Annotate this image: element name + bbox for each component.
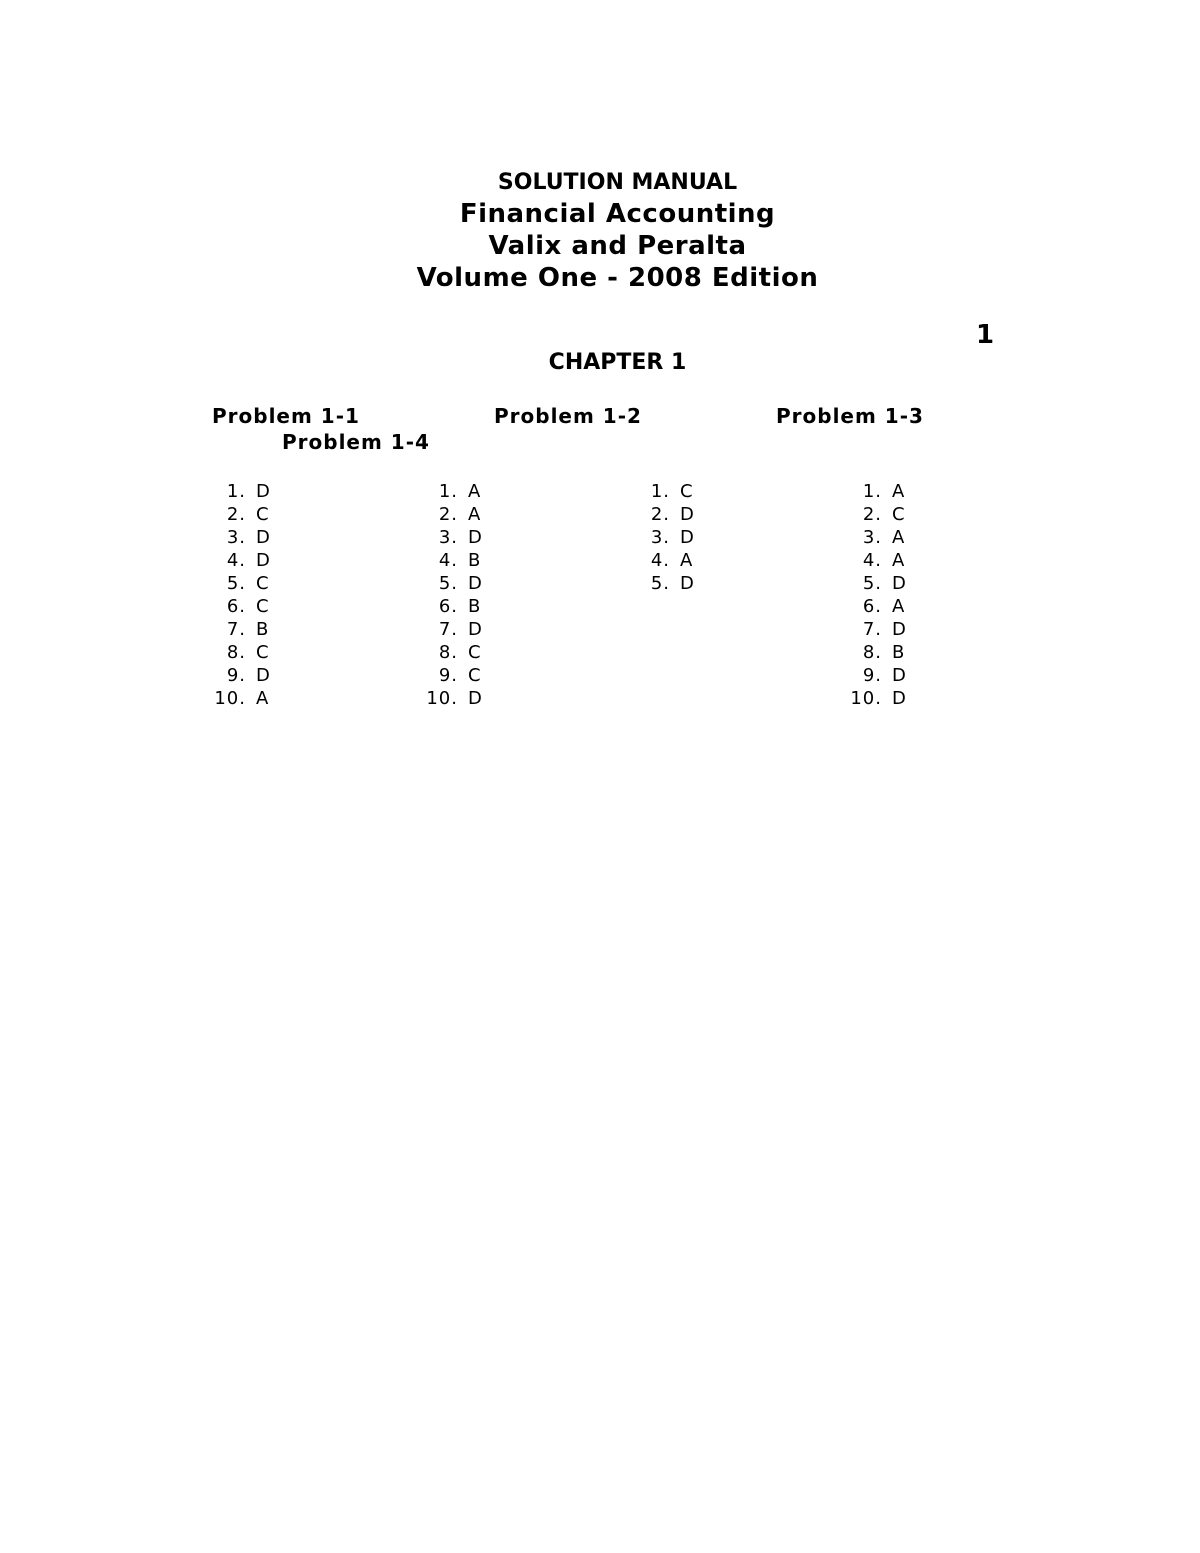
manual-title: SOLUTION MANUAL: [497, 170, 738, 195]
answer-letter: D: [256, 527, 271, 548]
answer-item: [636, 526, 695, 549]
answer-letter: C: [256, 596, 270, 617]
answer-number: 7.: [438, 619, 458, 640]
answer-letter: A: [892, 550, 906, 571]
answer-item: [212, 687, 271, 710]
answer-number: 1.: [226, 481, 246, 502]
problem-heading-1-2: Problem 1-2: [494, 404, 642, 428]
answer-item: [848, 572, 907, 595]
answer-letter: D: [680, 573, 695, 594]
answer-item: [424, 687, 483, 710]
answers-problem-1-1: [212, 480, 271, 710]
answer-letter: A: [680, 550, 694, 571]
answer-number: 8.: [862, 642, 882, 663]
answer-letter: B: [468, 550, 482, 571]
answer-number: 5.: [650, 573, 670, 594]
answer-number: 5.: [862, 573, 882, 594]
answer-letter: D: [468, 688, 483, 709]
answer-letter: D: [256, 665, 271, 686]
answer-number: 5.: [438, 573, 458, 594]
answer-letter: A: [892, 481, 906, 502]
answer-number: 2.: [650, 504, 670, 525]
answer-item: [212, 618, 271, 641]
answer-letter: D: [256, 550, 271, 571]
answer-item: [848, 595, 907, 618]
subject-title: Financial Accounting: [459, 199, 776, 229]
answer-item: [636, 572, 695, 595]
answer-letter: D: [892, 665, 907, 686]
answer-item: [848, 618, 907, 641]
answer-item: [848, 687, 907, 710]
answer-letter: A: [468, 504, 482, 525]
answer-item: [848, 526, 907, 549]
answer-number: 5.: [226, 573, 246, 594]
answer-number: 10.: [214, 688, 246, 709]
answer-number: 3.: [650, 527, 670, 548]
answer-number: 1.: [862, 481, 882, 502]
answer-letter: D: [680, 504, 695, 525]
answer-letter: C: [468, 642, 482, 663]
answers-problem-1-3: [636, 480, 695, 595]
answer-letter: D: [892, 619, 907, 640]
answer-item: [424, 664, 483, 687]
answer-item: [848, 664, 907, 687]
answer-number: 7.: [862, 619, 882, 640]
answer-letter: D: [468, 619, 483, 640]
answer-letter: C: [468, 665, 482, 686]
answer-item: [636, 480, 695, 503]
answer-number: 4.: [226, 550, 246, 571]
problem-heading-1-1: Problem 1-1: [212, 404, 360, 428]
answer-number: 2.: [438, 504, 458, 525]
answer-letter: C: [256, 642, 270, 663]
answer-item: [848, 480, 907, 503]
answer-number: 10.: [850, 688, 882, 709]
answer-number: 6.: [862, 596, 882, 617]
answer-letter: A: [256, 688, 270, 709]
answer-letter: D: [468, 527, 483, 548]
answer-item: [424, 480, 483, 503]
answer-letter: B: [468, 596, 482, 617]
answer-item: [212, 503, 271, 526]
answer-letter: D: [892, 573, 907, 594]
answer-item: [424, 503, 483, 526]
answer-item: [424, 618, 483, 641]
answer-item: [212, 664, 271, 687]
authors: Valix and Peralta: [488, 231, 747, 261]
answer-letter: A: [892, 527, 906, 548]
answer-number: 1.: [438, 481, 458, 502]
answer-item: [848, 549, 907, 572]
answer-number: 1.: [650, 481, 670, 502]
answer-item: [424, 572, 483, 595]
page-number: 1: [976, 320, 995, 350]
answer-number: 7.: [226, 619, 246, 640]
answer-number: 8.: [438, 642, 458, 663]
answer-item: [212, 480, 271, 503]
answer-letter: A: [468, 481, 482, 502]
answer-number: 6.: [226, 596, 246, 617]
answer-number: 6.: [438, 596, 458, 617]
answer-number: 9.: [226, 665, 246, 686]
answer-letter: B: [256, 619, 270, 640]
problem-heading-1-4: Problem 1-4: [282, 430, 430, 454]
answer-letter: C: [256, 504, 270, 525]
answer-letter: C: [892, 504, 906, 525]
answer-item: [636, 549, 695, 572]
answers-problem-1-2: [424, 480, 483, 710]
answer-item: [636, 503, 695, 526]
answer-item: [424, 549, 483, 572]
answer-letter: D: [892, 688, 907, 709]
answer-number: 4.: [862, 550, 882, 571]
answer-number: 2.: [862, 504, 882, 525]
answer-number: 9.: [438, 665, 458, 686]
answer-number: 10.: [426, 688, 458, 709]
answer-number: 9.: [862, 665, 882, 686]
answer-letter: D: [256, 481, 271, 502]
answer-item: [424, 526, 483, 549]
answers-problem-1-4: [848, 480, 907, 710]
answer-letter: C: [256, 573, 270, 594]
chapter-heading: CHAPTER 1: [548, 350, 687, 375]
answer-letter: C: [680, 481, 694, 502]
answer-number: 4.: [438, 550, 458, 571]
answer-item: [424, 641, 483, 664]
answer-letter: A: [892, 596, 906, 617]
answer-item: [212, 641, 271, 664]
answer-letter: D: [680, 527, 695, 548]
answer-number: 4.: [650, 550, 670, 571]
answer-number: 3.: [438, 527, 458, 548]
title-block: [0, 168, 1200, 294]
answer-number: 8.: [226, 642, 246, 663]
answer-letter: B: [892, 642, 906, 663]
answer-number: 3.: [226, 527, 246, 548]
answer-item: [424, 595, 483, 618]
edition: Volume One - 2008 Edition: [416, 263, 819, 293]
answer-item: [212, 549, 271, 572]
answer-item: [212, 572, 271, 595]
problem-heading-1-3: Problem 1-3: [776, 404, 924, 428]
answer-item: [848, 641, 907, 664]
answer-number: 2.: [226, 504, 246, 525]
answer-item: [212, 595, 271, 618]
answer-item: [212, 526, 271, 549]
answer-item: [848, 503, 907, 526]
answer-number: 3.: [862, 527, 882, 548]
answer-letter: D: [468, 573, 483, 594]
